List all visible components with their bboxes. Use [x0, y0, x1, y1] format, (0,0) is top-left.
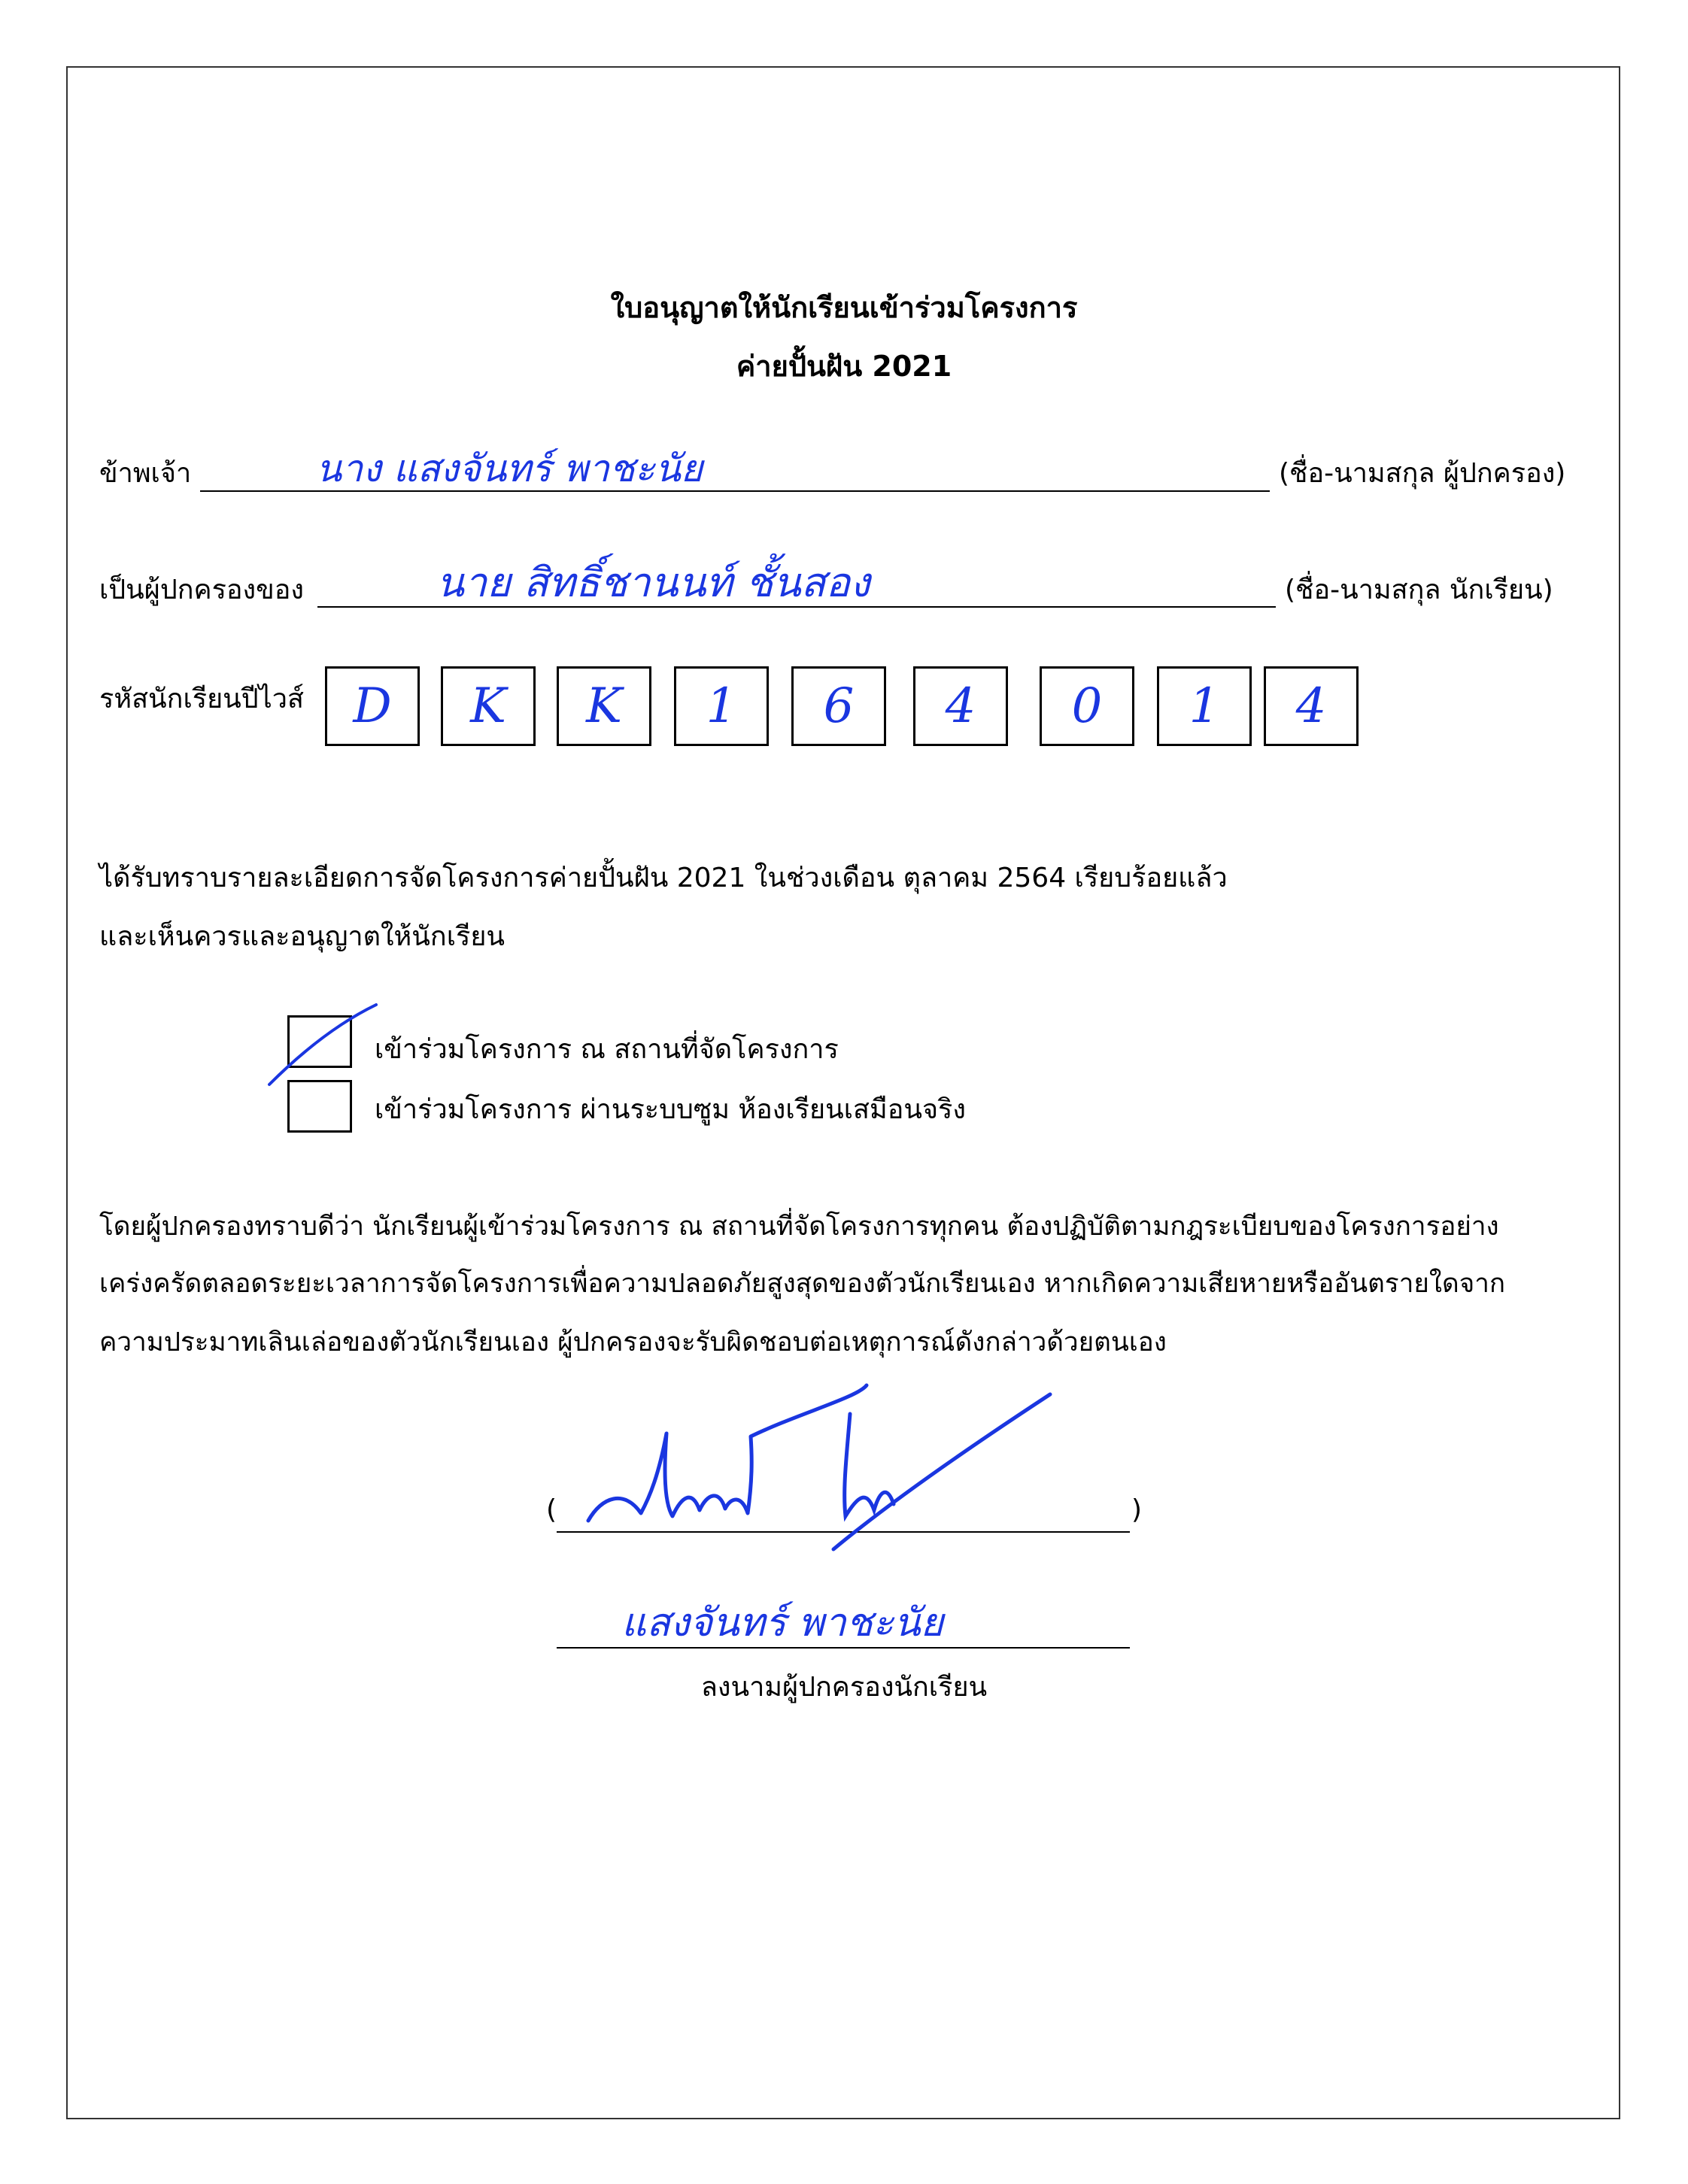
- student-suffix: (ชื่อ-นามสกุล นักเรียน): [1285, 575, 1553, 605]
- id-digit-box[interactable]: 4: [913, 666, 1008, 746]
- handwritten-signature-icon: [572, 1384, 1068, 1557]
- terms-line-1: โดยผู้ปกครองทราบดีว่า นักเรียนผู้เข้าร่วมโครงการ ณ สถานที่จัดโครงการทุกคน ต้องปฏิบัติตามกฎระเบียบของโครงการอย่าง: [99, 1212, 1499, 1242]
- id-digit-box[interactable]: 6: [791, 666, 886, 746]
- check-slash-icon: [263, 1000, 384, 1090]
- id-digit-box[interactable]: 1: [1157, 666, 1252, 746]
- student-id-label: รหัสนักเรียนปีไวส์: [99, 684, 304, 714]
- parent-name-field[interactable]: นาง แสงจันทร์ พาชะนัย: [316, 447, 703, 490]
- signature-paren-close: ): [1131, 1494, 1143, 1525]
- ack-line-1: ได้รับทราบรายละเอียดการจัดโครงการค่ายปั้นฝัน 2021 ในช่วงเดือน ตุลาคม 2564 เรียบร้อยแล้ว: [99, 863, 1228, 893]
- id-digit-box[interactable]: D: [325, 666, 420, 746]
- id-digit-box[interactable]: 1: [674, 666, 769, 746]
- option-onsite-label: เข้าร่วมโครงการ ณ สถานที่จัดโครงการ: [375, 1034, 839, 1065]
- ack-line-2: และเห็นควรและอนุญาตให้นักเรียน: [99, 921, 505, 952]
- printed-name-line: [557, 1647, 1130, 1649]
- id-digit-box[interactable]: K: [557, 666, 651, 746]
- signature-caption: ลงนามผู้ปกครองนักเรียน: [700, 1672, 988, 1703]
- form-subtitle: ค่ายปั้นฝัน 2021: [736, 350, 952, 383]
- student-name-line: [317, 606, 1276, 608]
- parent-label: ข้าพเจ้า: [99, 458, 192, 489]
- parent-name-line: [200, 490, 1270, 492]
- student-label: เป็นผู้ปกครองของ: [99, 575, 304, 605]
- id-digit-box[interactable]: 0: [1040, 666, 1134, 746]
- parent-suffix: (ชื่อ-นามสกุล ผู้ปกครอง): [1279, 458, 1566, 489]
- option-online-label: เข้าร่วมโครงการ ผ่านระบบซูม ห้องเรียนเสมือนจริง: [375, 1094, 966, 1125]
- printed-name-field[interactable]: แสงจันทร์ พาชะนัย: [621, 1600, 944, 1646]
- signature-paren-open: (: [546, 1494, 557, 1525]
- id-digit-box[interactable]: 4: [1264, 666, 1359, 746]
- terms-line-3: ความประมาทเลินเล่อของตัวนักเรียนเอง ผู้ปกครองจะรับผิดชอบต่อเหตุการณ์ดังกล่าวด้วยตนเอง: [99, 1327, 1167, 1357]
- id-digit-box[interactable]: K: [441, 666, 536, 746]
- student-name-field[interactable]: นาย สิทธิ์ชานนท์ ชั้นสอง: [436, 559, 870, 606]
- form-title: ใบอนุญาตให้นักเรียนเข้าร่วมโครงการ: [610, 291, 1078, 324]
- online-checkbox[interactable]: [287, 1080, 352, 1133]
- terms-line-2: เคร่งครัดตลอดระยะเวลาการจัดโครงการเพื่อความปลอดภัยสูงสุดของตัวนักเรียนเอง หากเกิดความเสียหายหรืออันตรายใดจาก: [99, 1269, 1506, 1299]
